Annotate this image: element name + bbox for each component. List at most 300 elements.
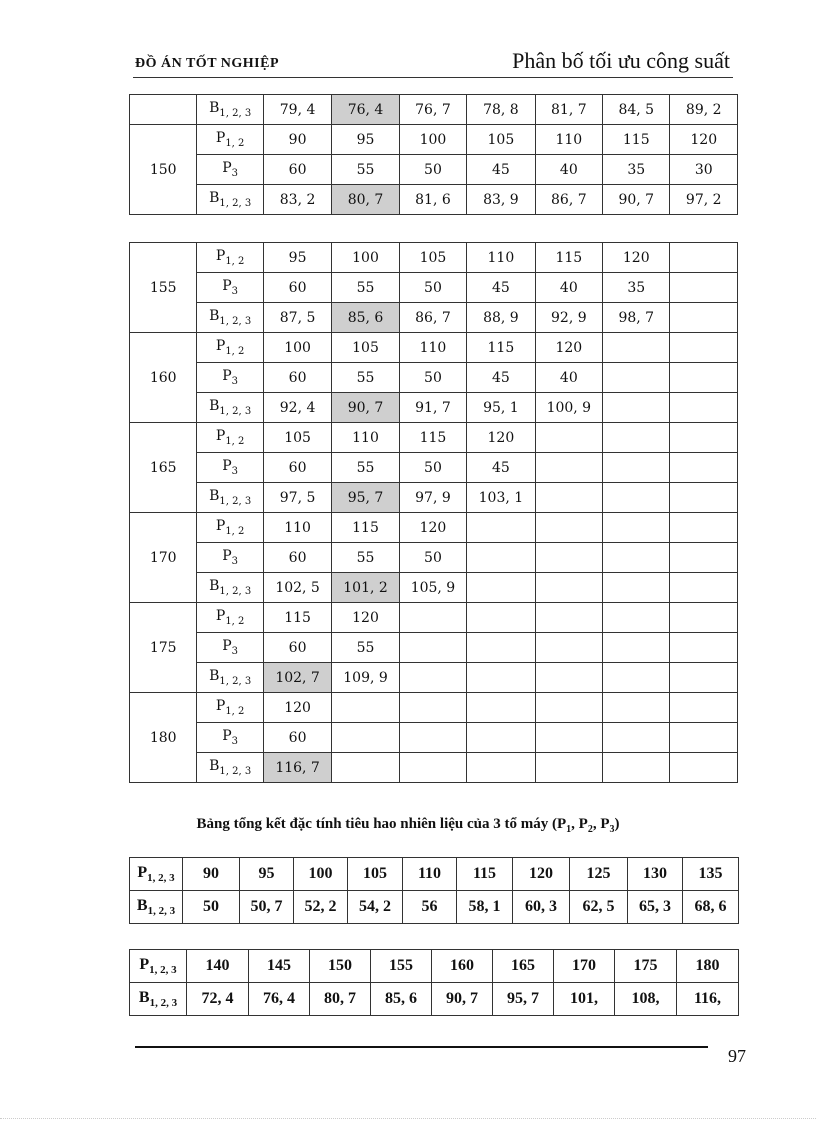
b123-label-sub: 1, 2, 3 [219, 405, 252, 417]
cell-p12: 120 [263, 693, 331, 723]
cell-p3 [670, 363, 738, 393]
p12-label-sub: 1, 2 [225, 435, 245, 447]
summary-cell-p: 105 [348, 858, 403, 891]
cell-b: 92, 9 [535, 303, 602, 333]
cell-p12: 120 [332, 603, 399, 633]
row-g150-p12 [130, 125, 738, 155]
row-g170-b [130, 573, 738, 603]
b123-label-main: B [209, 668, 220, 685]
cell-b [603, 573, 670, 603]
p12-label-sub: 1, 2 [225, 137, 245, 149]
cell-b: 85, 6 [332, 303, 399, 333]
cell-p12: 110 [263, 513, 331, 543]
row-g170-p3 [130, 543, 738, 573]
summary-caption [0, 816, 816, 835]
cell-p12: 120 [603, 243, 670, 273]
cell-b: 109, 9 [332, 663, 399, 693]
cell-p3 [603, 363, 670, 393]
load-value: 150 [130, 125, 197, 215]
row-g180-p3 [130, 723, 738, 753]
summary-cell-b: 101, [554, 983, 615, 1016]
cell-p12 [399, 603, 466, 633]
p12-label [197, 603, 263, 633]
summary-cell-b: 108, [615, 983, 677, 1016]
cell-p3 [670, 543, 738, 573]
cell-b [332, 753, 399, 783]
cell-p3: 60 [263, 363, 331, 393]
p3-label-main: P [222, 160, 232, 177]
summary-table-2 [129, 949, 739, 1016]
cell-p3: 50 [399, 453, 466, 483]
summary-b-label-sub: 1, 2, 3 [149, 997, 178, 1010]
cell-p12 [535, 693, 602, 723]
cell-b: 90, 7 [603, 185, 670, 215]
cell-p12 [670, 333, 738, 363]
p12-label-sub: 1, 2 [225, 255, 245, 267]
cell-b: 92, 4 [263, 393, 331, 423]
b123-label [197, 483, 263, 513]
load-value: 160 [130, 333, 197, 423]
cell-b [467, 753, 535, 783]
summary-cell-b: 52, 2 [294, 891, 348, 924]
summary-cell-p: 140 [187, 950, 249, 983]
p3-label-main: P [222, 638, 232, 655]
cell-p12 [670, 693, 738, 723]
cell-b: 97, 5 [263, 483, 331, 513]
summary-cell-p: 165 [493, 950, 554, 983]
summary-b-label-sub: 1, 2, 3 [147, 905, 176, 918]
summary-cell-b: 50, 7 [240, 891, 294, 924]
summary-cell-b: 85, 6 [371, 983, 432, 1016]
b123-label [197, 573, 263, 603]
load-value: 180 [130, 693, 197, 783]
row-g160-p12 [130, 333, 738, 363]
cell-p12: 120 [535, 333, 602, 363]
p12-label-main: P [215, 338, 226, 355]
summary-cell-p: 170 [554, 950, 615, 983]
cell-p12 [399, 693, 466, 723]
cell-p3 [603, 453, 670, 483]
cell-b: 97, 2 [670, 185, 738, 215]
summary-cell-p: 180 [677, 950, 739, 983]
cell-b: 90, 7 [332, 393, 399, 423]
p12-label [197, 333, 263, 363]
cell-b: 86, 7 [399, 303, 466, 333]
b123-label [197, 303, 263, 333]
row-g155-p3 [130, 273, 738, 303]
summary-cell-p: 155 [371, 950, 432, 983]
table-load-150 [129, 94, 738, 215]
load-value: 175 [130, 603, 197, 693]
b123-label-main: B [209, 100, 220, 117]
page-number: 97 [728, 1046, 746, 1066]
cell-p12: 120 [467, 423, 535, 453]
cell-p3 [670, 453, 738, 483]
cell-b: 84, 5 [603, 95, 670, 125]
cell-p3: 60 [263, 633, 331, 663]
cell-p3 [332, 723, 399, 753]
cell-b: 98, 7 [603, 303, 670, 333]
b123-label [197, 393, 263, 423]
row-top-b [130, 95, 738, 125]
summary-p-label-sub: 1, 2, 3 [149, 964, 177, 977]
cell-p12: 120 [670, 125, 738, 155]
summary-table-1 [129, 857, 739, 924]
cell-p12: 110 [535, 125, 602, 155]
cell-p12 [535, 423, 602, 453]
cell-p12: 115 [467, 333, 535, 363]
p12-label-main: P [215, 248, 226, 265]
cell-p3 [670, 723, 738, 753]
cell-p3: 45 [467, 273, 535, 303]
cell-b [399, 753, 466, 783]
cell-p3 [535, 723, 602, 753]
header-left-title: ĐỒ ÁN TỐT NGHIỆP [135, 56, 280, 71]
cell-b [467, 663, 535, 693]
cell-p12: 105 [467, 125, 535, 155]
cell-b: 81, 7 [535, 95, 602, 125]
cell-p12 [467, 603, 535, 633]
cell-p12: 100 [263, 333, 331, 363]
summary-row-p [130, 858, 739, 891]
row-g155-p12 [130, 243, 738, 273]
summary-cell-b: 68, 6 [683, 891, 739, 924]
b123-label-sub: 1, 2, 3 [219, 675, 252, 687]
cell-p3: 60 [263, 453, 331, 483]
p12-label-sub: 1, 2 [225, 705, 245, 717]
p3-label-sub: 3 [231, 465, 239, 477]
cell-p3 [467, 543, 535, 573]
cell-p12 [670, 423, 738, 453]
b123-label-sub: 1, 2, 3 [219, 107, 252, 119]
summary-cell-b: 58, 1 [457, 891, 513, 924]
b123-label-main: B [209, 758, 220, 775]
cell-b: 100, 9 [535, 393, 602, 423]
cell-p3: 55 [332, 453, 399, 483]
cell-b: 91, 7 [399, 393, 466, 423]
cell-p3: 40 [535, 363, 602, 393]
p3-label-main: P [222, 368, 232, 385]
cell-b: 89, 2 [670, 95, 738, 125]
cell-p12: 110 [467, 243, 535, 273]
p3-label-main: P [222, 458, 232, 475]
cell-b [603, 663, 670, 693]
row-g165-p3 [130, 453, 738, 483]
cell-b [535, 483, 602, 513]
empty-load-cell [130, 95, 197, 125]
cell-p12: 115 [603, 125, 670, 155]
summary-b-label [130, 891, 183, 924]
cell-p3: 45 [467, 453, 535, 483]
cell-p12 [603, 693, 670, 723]
cell-b [535, 753, 602, 783]
cell-p12: 120 [399, 513, 466, 543]
summary-row-b [130, 983, 739, 1016]
p3-label [197, 453, 263, 483]
summary-b-label [130, 983, 187, 1016]
p3-label [197, 273, 263, 303]
summary-cell-p: 110 [403, 858, 457, 891]
cell-p3: 50 [399, 363, 466, 393]
summary-cell-b: 65, 3 [628, 891, 683, 924]
cell-p12: 115 [535, 243, 602, 273]
cell-b: 83, 2 [263, 185, 331, 215]
cell-p3 [603, 633, 670, 663]
cell-p3 [535, 453, 602, 483]
load-value: 165 [130, 423, 197, 513]
summary-cell-p: 120 [513, 858, 570, 891]
p3-label-sub: 3 [231, 375, 239, 387]
cell-p3: 55 [332, 543, 399, 573]
cell-b: 103, 1 [467, 483, 535, 513]
summary-p-label [130, 858, 183, 891]
header-rule [133, 77, 733, 78]
cell-p3 [467, 723, 535, 753]
cell-p12 [603, 423, 670, 453]
cell-p3: 55 [332, 273, 399, 303]
p12-label [197, 125, 263, 155]
cell-p12 [332, 693, 399, 723]
b123-label [197, 185, 263, 215]
p3-label-main: P [222, 278, 232, 295]
row-g165-b [130, 483, 738, 513]
summary-cell-p: 145 [249, 950, 310, 983]
cell-b: 83, 9 [467, 185, 535, 215]
summary-cell-b: 95, 7 [493, 983, 554, 1016]
cell-b: 116, 7 [263, 753, 331, 783]
p3-label [197, 155, 263, 185]
cell-p3 [535, 543, 602, 573]
p3-label [197, 633, 263, 663]
cell-b [670, 573, 738, 603]
b123-label-sub: 1, 2, 3 [219, 765, 252, 777]
cell-b: 76, 4 [332, 95, 399, 125]
cell-b: 81, 6 [399, 185, 466, 215]
p12-label-sub: 1, 2 [225, 345, 245, 357]
cell-p3 [603, 723, 670, 753]
cell-p12 [603, 603, 670, 633]
b123-label-main: B [209, 578, 220, 595]
cell-p12: 110 [399, 333, 466, 363]
p12-label-main: P [215, 130, 226, 147]
row-g170-p12 [130, 513, 738, 543]
summary-cell-p: 130 [628, 858, 683, 891]
p12-label-sub: 1, 2 [225, 615, 245, 627]
cell-p3: 50 [399, 273, 466, 303]
p3-label-sub: 3 [231, 285, 239, 297]
row-g175-p12 [130, 603, 738, 633]
row-g155-b [130, 303, 738, 333]
cell-p3: 50 [399, 543, 466, 573]
cell-p12: 105 [263, 423, 331, 453]
cell-p12: 115 [263, 603, 331, 633]
row-g175-p3 [130, 633, 738, 663]
cell-b [670, 303, 738, 333]
cell-p3: 45 [467, 363, 535, 393]
b123-label-sub: 1, 2, 3 [219, 197, 252, 209]
cell-b [603, 393, 670, 423]
cell-b [670, 483, 738, 513]
cell-b: 95, 7 [332, 483, 399, 513]
caption-sub-2: 2 [587, 824, 593, 835]
row-g175-b [130, 663, 738, 693]
row-g150-b [130, 185, 738, 215]
cell-p3: 40 [535, 273, 602, 303]
caption-sub-1: 1 [566, 824, 572, 835]
summary-cell-b: 50 [183, 891, 240, 924]
p3-label-sub: 3 [231, 167, 239, 179]
load-value: 155 [130, 243, 197, 333]
summary-cell-b: 80, 7 [310, 983, 371, 1016]
row-g165-p12 [130, 423, 738, 453]
row-g160-p3 [130, 363, 738, 393]
b123-label [197, 663, 263, 693]
b123-label-sub: 1, 2, 3 [219, 585, 252, 597]
cell-p3 [467, 633, 535, 663]
header-right-title: Phân bố tối ưu công suất [512, 48, 730, 73]
cell-b: 79, 4 [263, 95, 331, 125]
summary-row-p [130, 950, 739, 983]
cell-b: 105, 9 [399, 573, 466, 603]
table-load-155-180 [129, 242, 738, 783]
cell-b [603, 753, 670, 783]
p12-label-sub: 1, 2 [225, 525, 245, 537]
caption-text: Bảng tổng kết đặc tính tiêu hao nhiên liệu của 3 tổ máy (P [196, 816, 567, 832]
row-g180-b [130, 753, 738, 783]
p12-label [197, 513, 263, 543]
p3-label [197, 543, 263, 573]
cell-b: 80, 7 [332, 185, 399, 215]
cell-p12: 95 [332, 125, 399, 155]
cell-b: 78, 8 [467, 95, 535, 125]
cell-p12: 110 [332, 423, 399, 453]
cell-b: 102, 5 [263, 573, 331, 603]
b123-label-main: B [209, 488, 220, 505]
p12-label [197, 423, 263, 453]
summary-p-label [130, 950, 187, 983]
summary-cell-b: 54, 2 [348, 891, 403, 924]
cell-b: 97, 9 [399, 483, 466, 513]
cell-p3: 60 [263, 273, 331, 303]
cell-p3: 30 [670, 155, 738, 185]
summary-cell-p: 95 [240, 858, 294, 891]
cell-p3: 40 [535, 155, 602, 185]
summary-cell-b: 76, 4 [249, 983, 310, 1016]
caption-sep-1: , P [571, 816, 588, 832]
p12-label-main: P [215, 428, 226, 445]
cell-p3: 60 [263, 155, 331, 185]
cell-b: 101, 2 [332, 573, 399, 603]
cell-p12: 100 [332, 243, 399, 273]
cell-b [670, 663, 738, 693]
cell-p12: 90 [263, 125, 331, 155]
b123-label-main: B [209, 308, 220, 325]
cell-p3 [603, 543, 670, 573]
b123-label [197, 95, 263, 125]
p12-label-main: P [215, 518, 226, 535]
summary-cell-p: 135 [683, 858, 739, 891]
cell-b: 87, 5 [263, 303, 331, 333]
cell-p3 [670, 273, 738, 303]
cell-p3: 45 [467, 155, 535, 185]
cell-b [603, 483, 670, 513]
cell-p3: 55 [332, 633, 399, 663]
cell-p12: 115 [399, 423, 466, 453]
cell-b: 76, 7 [399, 95, 466, 125]
p3-label-main: P [222, 548, 232, 565]
summary-cell-p: 90 [183, 858, 240, 891]
cell-p3: 60 [263, 723, 331, 753]
p3-label [197, 723, 263, 753]
p3-label-main: P [222, 728, 232, 745]
cell-p12 [670, 603, 738, 633]
p3-label-sub: 3 [231, 735, 239, 747]
summary-cell-b: 56 [403, 891, 457, 924]
row-g180-p12 [130, 693, 738, 723]
load-value: 170 [130, 513, 197, 603]
summary-cell-p: 150 [310, 950, 371, 983]
p12-label [197, 693, 263, 723]
caption-sep-2: , P [592, 816, 610, 832]
b123-label-main: B [209, 398, 220, 415]
cell-b: 86, 7 [535, 185, 602, 215]
b123-label-sub: 1, 2, 3 [219, 315, 252, 327]
summary-cell-b: 62, 5 [570, 891, 628, 924]
cell-b: 102, 7 [263, 663, 331, 693]
b123-label-sub: 1, 2, 3 [219, 495, 252, 507]
summary-cell-b: 72, 4 [187, 983, 249, 1016]
cell-p12 [535, 513, 602, 543]
row-g150-p3 [130, 155, 738, 185]
b123-label-main: B [209, 190, 220, 207]
summary-cell-p: 100 [294, 858, 348, 891]
cell-p3: 50 [399, 155, 466, 185]
cell-p12 [670, 513, 738, 543]
cell-p3 [535, 633, 602, 663]
cell-p3: 55 [332, 155, 399, 185]
cell-p12 [603, 513, 670, 543]
b123-label [197, 753, 263, 783]
cell-p12: 105 [332, 333, 399, 363]
cell-p12 [467, 693, 535, 723]
cell-p12: 100 [399, 125, 466, 155]
summary-p-label-main: P [137, 863, 148, 881]
cell-p3: 35 [603, 273, 670, 303]
summary-b-label-main: B [138, 988, 150, 1006]
p3-label [197, 363, 263, 393]
p3-label-sub: 3 [231, 555, 239, 567]
cell-b [670, 393, 738, 423]
cell-b [467, 573, 535, 603]
cell-p12: 105 [399, 243, 466, 273]
cell-p12: 95 [263, 243, 331, 273]
cell-p12 [535, 603, 602, 633]
summary-p-label-sub: 1, 2, 3 [147, 872, 175, 885]
summary-cell-b: 116, [677, 983, 739, 1016]
cell-p3 [399, 633, 466, 663]
p12-label [197, 243, 263, 273]
summary-cell-p: 175 [615, 950, 677, 983]
cell-p3 [670, 633, 738, 663]
cell-p3: 55 [332, 363, 399, 393]
cell-p3 [399, 723, 466, 753]
p12-label-main: P [215, 698, 226, 715]
summary-cell-b: 90, 7 [432, 983, 493, 1016]
row-g160-b [130, 393, 738, 423]
summary-p-label-main: P [139, 955, 150, 973]
cell-b: 88, 9 [467, 303, 535, 333]
caption-end: ) [614, 816, 620, 832]
